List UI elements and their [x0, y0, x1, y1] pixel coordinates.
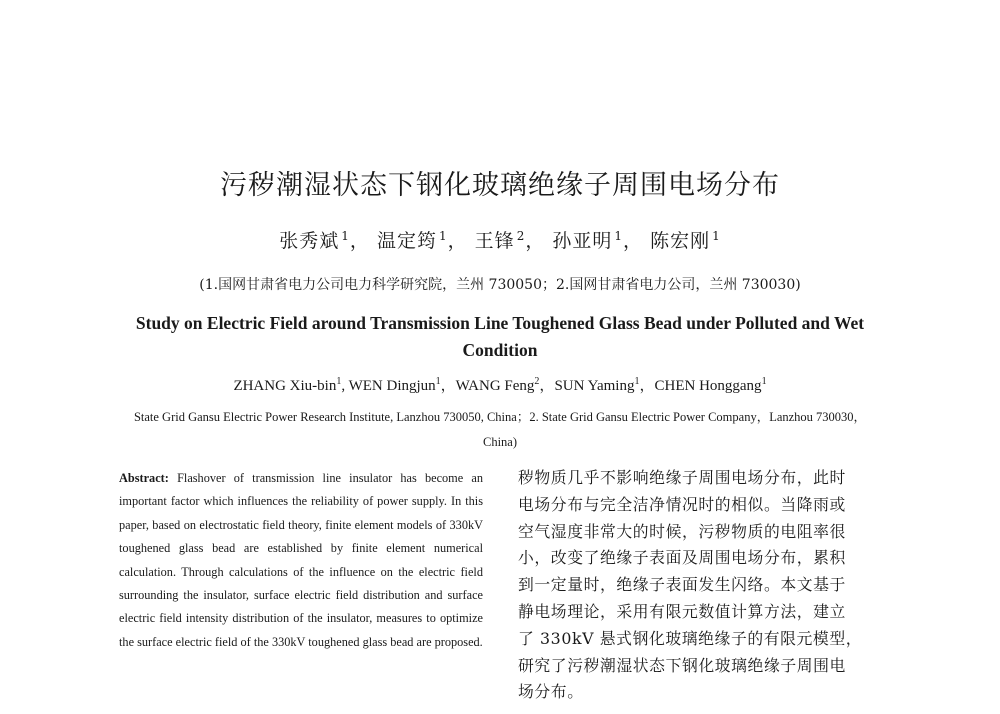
- cn-author: 陈宏刚: [650, 230, 711, 252]
- body-line: 了 330kV 悬式钢化玻璃绝缘子的有限元模型，: [518, 628, 863, 648]
- cn-author-sup: 1: [341, 229, 350, 243]
- body-line: 研究了污秽潮湿状态下钢化玻璃绝缘子周围电: [518, 655, 846, 675]
- chinese-authors: 张秀斌 $^1$， 温定筠 $^1$， 王锋 $^2$， 孙亚明 $^1$， 陈宏刚 $^1$: [279, 229, 721, 252]
- english-title: Study on Electric Field around Transmission Line Toughened Glass Bead under Polluted and Wet Condition: [135, 313, 865, 360]
- english-affiliation: State Grid Gansu Electric Power Research Institute, Lanzhou 730050, China；2. State Grid Gansu Electric Power Company，Lanzhou 730030，China): [133, 410, 867, 449]
- en-author: SUN Yaming: [554, 378, 635, 394]
- cn-author: 张秀斌: [279, 230, 340, 252]
- body-line: 到一定量时，绝缘子表面发生闪络。本文基于: [518, 575, 846, 595]
- en-author-sep: ，: [639, 378, 655, 394]
- chinese-body-text: [518, 465, 882, 706]
- chinese-title: 污秽潮湿状态下钢化玻璃绝缘子周围电场分布: [220, 170, 780, 201]
- body-line: 场分布。: [518, 682, 584, 702]
- en-author-sep: ，: [539, 378, 555, 394]
- body-line: 秽物质几乎不影响绝缘子周围电场分布，此时: [518, 468, 846, 487]
- cn-author: 王锋: [474, 230, 515, 252]
- en-author-sup: 1: [634, 376, 640, 387]
- en-author-sep: ，: [440, 378, 456, 394]
- en-author: ZHANG Xiu-bin: [233, 378, 337, 394]
- abstract-label: Abstract:: [119, 471, 169, 485]
- english-authors: [0, 374, 1000, 395]
- cn-author: 孙亚明: [552, 230, 613, 252]
- body-line: 电场分布与完全洁净情况时的相似。当降雨或: [518, 494, 846, 514]
- english-abstract: [119, 467, 483, 654]
- body-line: 静电场理论，采用有限元数值计算方法，建立: [518, 601, 846, 621]
- en-author: WEN Dingjun: [348, 378, 436, 394]
- en-author-sup: 1: [761, 376, 767, 387]
- body-line: 小，改变了绝缘子表面及周围电场分布，累积: [518, 548, 846, 568]
- en-author: WANG Feng: [455, 378, 535, 394]
- body-line: 空气湿度非常大的时候，污秽物质的电阻率很: [518, 521, 846, 541]
- chinese-affiliation: (1.国网甘肃省电力公司电力科学研究院，兰州 730050；2.国网甘肃省电力公司，兰州 730030): [199, 277, 801, 293]
- cn-author: 温定筠: [376, 230, 437, 252]
- cn-author-sup: 1: [614, 229, 624, 243]
- abstract-text: Flashover of transmission line insulator has become an important factor which influences the reliability of power supply. In this paper, based on electrostatic field theory, finite element models of 330kV toughened glass bead are established by finite element numerical calculation. Through calculations of the influence on the electric field surrounding the insulator, surface electric field distribution and surface electric field intensity distribution of the insulator, measures to optimize the surface electric field of the 330kV toughened glass bead are proposed.: [119, 471, 484, 649]
- en-author-sup: 1: [336, 376, 342, 387]
- cn-author-sup: 1: [438, 229, 448, 243]
- cn-author-sup: 1: [712, 229, 721, 243]
- en-author-sup: 1: [435, 376, 441, 387]
- en-author-sup: 2: [534, 376, 540, 387]
- en-author-sep: ,: [341, 378, 349, 394]
- cn-author-sup: 2: [516, 229, 526, 243]
- en-author: CHEN Honggang: [654, 378, 762, 394]
